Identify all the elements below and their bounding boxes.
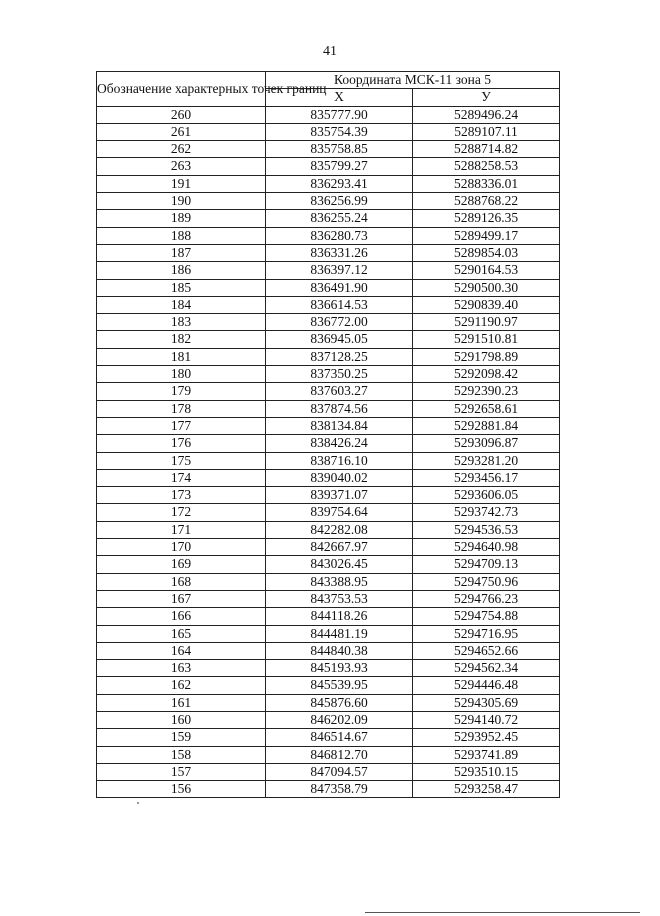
point-cell: 164 — [97, 642, 266, 659]
x-cell: 843753.53 — [266, 590, 413, 607]
point-cell: 188 — [97, 227, 266, 244]
x-cell: 839040.02 — [266, 469, 413, 486]
table-row — [97, 746, 560, 763]
x-cell: 835754.39 — [266, 123, 413, 140]
x-cell: 836255.24 — [266, 210, 413, 227]
x-cell: 839754.64 — [266, 504, 413, 521]
y-cell: 5288336.01 — [413, 175, 560, 192]
y-cell: 5294536.53 — [413, 521, 560, 538]
point-cell: 172 — [97, 504, 266, 521]
x-cell: 836491.90 — [266, 279, 413, 296]
y-cell: 5288768.22 — [413, 193, 560, 210]
coordinates-table — [96, 71, 560, 798]
x-cell: 838716.10 — [266, 452, 413, 469]
y-cell: 5292098.42 — [413, 366, 560, 383]
y-column-header: У — [413, 89, 560, 106]
x-cell: 839371.07 — [266, 487, 413, 504]
x-cell: 835777.90 — [266, 106, 413, 123]
table-row — [97, 193, 560, 210]
point-cell: 263 — [97, 158, 266, 175]
x-cell: 837874.56 — [266, 400, 413, 417]
x-cell: 837128.25 — [266, 348, 413, 365]
x-cell: 835758.85 — [266, 141, 413, 158]
y-cell: 5290164.53 — [413, 262, 560, 279]
table-row — [97, 158, 560, 175]
x-cell: 843026.45 — [266, 556, 413, 573]
point-cell: 260 — [97, 106, 266, 123]
x-cell: 846514.67 — [266, 729, 413, 746]
y-cell: 5293741.89 — [413, 746, 560, 763]
table-row — [97, 487, 560, 504]
table-row — [97, 296, 560, 313]
y-cell: 5294750.96 — [413, 573, 560, 590]
coordinate-column-header: Координата МСК-11 зона 5 — [266, 72, 560, 89]
point-cell: 183 — [97, 314, 266, 331]
x-cell: 842282.08 — [266, 521, 413, 538]
point-cell: 162 — [97, 677, 266, 694]
table-row — [97, 539, 560, 556]
table-row — [97, 175, 560, 192]
table-row — [97, 452, 560, 469]
y-cell: 5294140.72 — [413, 711, 560, 728]
y-cell: 5294709.13 — [413, 556, 560, 573]
point-cell: 191 — [97, 175, 266, 192]
table-row — [97, 331, 560, 348]
point-cell: 166 — [97, 608, 266, 625]
y-cell: 5291798.89 — [413, 348, 560, 365]
y-cell: 5294305.69 — [413, 694, 560, 711]
x-cell: 836945.05 — [266, 331, 413, 348]
table-row — [97, 435, 560, 452]
x-cell: 844481.19 — [266, 625, 413, 642]
y-cell: 5289496.24 — [413, 106, 560, 123]
table-row — [97, 711, 560, 728]
y-cell: 5294754.88 — [413, 608, 560, 625]
x-cell: 844118.26 — [266, 608, 413, 625]
point-cell: 181 — [97, 348, 266, 365]
table-row — [97, 677, 560, 694]
y-cell: 5294716.95 — [413, 625, 560, 642]
y-cell: 5293456.17 — [413, 469, 560, 486]
y-cell: 5294766.23 — [413, 590, 560, 607]
point-cell: 177 — [97, 417, 266, 434]
y-cell: 5293742.73 — [413, 504, 560, 521]
x-cell: 843388.95 — [266, 573, 413, 590]
y-cell: 5293606.05 — [413, 487, 560, 504]
table-row — [97, 348, 560, 365]
point-cell: 176 — [97, 435, 266, 452]
point-cell: 161 — [97, 694, 266, 711]
x-cell: 846202.09 — [266, 711, 413, 728]
point-cell: 174 — [97, 469, 266, 486]
x-cell: 836772.00 — [266, 314, 413, 331]
table-row — [97, 279, 560, 296]
point-cell: 187 — [97, 244, 266, 261]
point-cell: 175 — [97, 452, 266, 469]
table-row — [97, 417, 560, 434]
point-column-header: Обозначение характерных точек границ — [97, 72, 266, 107]
point-cell: 168 — [97, 573, 266, 590]
table-row — [97, 227, 560, 244]
point-cell: 182 — [97, 331, 266, 348]
table-row — [97, 573, 560, 590]
x-cell: 845193.93 — [266, 660, 413, 677]
scan-edge-line — [365, 912, 640, 913]
x-cell: 836331.26 — [266, 244, 413, 261]
table-row — [97, 625, 560, 642]
table-row — [97, 729, 560, 746]
x-cell: 846812.70 — [266, 746, 413, 763]
point-cell: 158 — [97, 746, 266, 763]
x-cell: 845539.95 — [266, 677, 413, 694]
point-cell: 186 — [97, 262, 266, 279]
x-cell: 838426.24 — [266, 435, 413, 452]
y-cell: 5288714.82 — [413, 141, 560, 158]
table-row — [97, 504, 560, 521]
point-cell: 163 — [97, 660, 266, 677]
x-cell: 847094.57 — [266, 763, 413, 780]
header-row — [97, 72, 560, 89]
point-cell: 262 — [97, 141, 266, 158]
x-cell: 838134.84 — [266, 417, 413, 434]
point-cell: 156 — [97, 781, 266, 798]
x-column-header: X — [266, 89, 413, 106]
table-row — [97, 244, 560, 261]
point-cell: 165 — [97, 625, 266, 642]
point-cell: 184 — [97, 296, 266, 313]
y-cell: 5289854.03 — [413, 244, 560, 261]
x-cell: 836280.73 — [266, 227, 413, 244]
point-cell: 169 — [97, 556, 266, 573]
x-cell: 837350.25 — [266, 366, 413, 383]
point-cell: 261 — [97, 123, 266, 140]
point-cell: 189 — [97, 210, 266, 227]
point-cell: 173 — [97, 487, 266, 504]
table-row — [97, 694, 560, 711]
x-cell: 845876.60 — [266, 694, 413, 711]
y-cell: 5289126.35 — [413, 210, 560, 227]
table-body — [97, 106, 560, 798]
x-cell: 836397.12 — [266, 262, 413, 279]
table-row — [97, 141, 560, 158]
point-cell: 157 — [97, 763, 266, 780]
y-cell: 5294562.34 — [413, 660, 560, 677]
x-cell: 836614.53 — [266, 296, 413, 313]
table-row — [97, 521, 560, 538]
x-cell: 842667.97 — [266, 539, 413, 556]
y-cell: 5293258.47 — [413, 781, 560, 798]
table-row — [97, 123, 560, 140]
y-cell: 5289499.17 — [413, 227, 560, 244]
table-row — [97, 314, 560, 331]
scan-artifact-dot — [137, 802, 139, 804]
table-row — [97, 556, 560, 573]
point-cell: 179 — [97, 383, 266, 400]
table-row — [97, 383, 560, 400]
y-cell: 5292658.61 — [413, 400, 560, 417]
y-cell: 5294652.66 — [413, 642, 560, 659]
table-row — [97, 106, 560, 123]
x-cell: 844840.38 — [266, 642, 413, 659]
table-row — [97, 781, 560, 798]
table-row — [97, 366, 560, 383]
y-cell: 5290500.30 — [413, 279, 560, 296]
y-cell: 5293281.20 — [413, 452, 560, 469]
point-cell: 178 — [97, 400, 266, 417]
y-cell: 5291510.81 — [413, 331, 560, 348]
table-row — [97, 763, 560, 780]
table-row — [97, 210, 560, 227]
x-cell: 837603.27 — [266, 383, 413, 400]
y-cell: 5294446.48 — [413, 677, 560, 694]
table-row — [97, 400, 560, 417]
table-row — [97, 262, 560, 279]
point-cell: 170 — [97, 539, 266, 556]
y-cell: 5292390.23 — [413, 383, 560, 400]
x-cell: 835799.27 — [266, 158, 413, 175]
x-cell: 836293.41 — [266, 175, 413, 192]
point-cell: 159 — [97, 729, 266, 746]
table-row — [97, 608, 560, 625]
y-cell: 5292881.84 — [413, 417, 560, 434]
point-cell: 167 — [97, 590, 266, 607]
y-cell: 5288258.53 — [413, 158, 560, 175]
y-cell: 5293096.87 — [413, 435, 560, 452]
table-row — [97, 660, 560, 677]
point-cell: 185 — [97, 279, 266, 296]
point-cell: 171 — [97, 521, 266, 538]
point-cell: 180 — [97, 366, 266, 383]
y-cell: 5290839.40 — [413, 296, 560, 313]
point-cell: 160 — [97, 711, 266, 728]
y-cell: 5289107.11 — [413, 123, 560, 140]
y-cell: 5293510.15 — [413, 763, 560, 780]
table-row — [97, 469, 560, 486]
x-cell: 836256.99 — [266, 193, 413, 210]
page-number: 41 — [323, 44, 337, 59]
point-cell: 190 — [97, 193, 266, 210]
table-row — [97, 642, 560, 659]
y-cell: 5293952.45 — [413, 729, 560, 746]
table-row — [97, 590, 560, 607]
y-cell: 5294640.98 — [413, 539, 560, 556]
y-cell: 5291190.97 — [413, 314, 560, 331]
x-cell: 847358.79 — [266, 781, 413, 798]
